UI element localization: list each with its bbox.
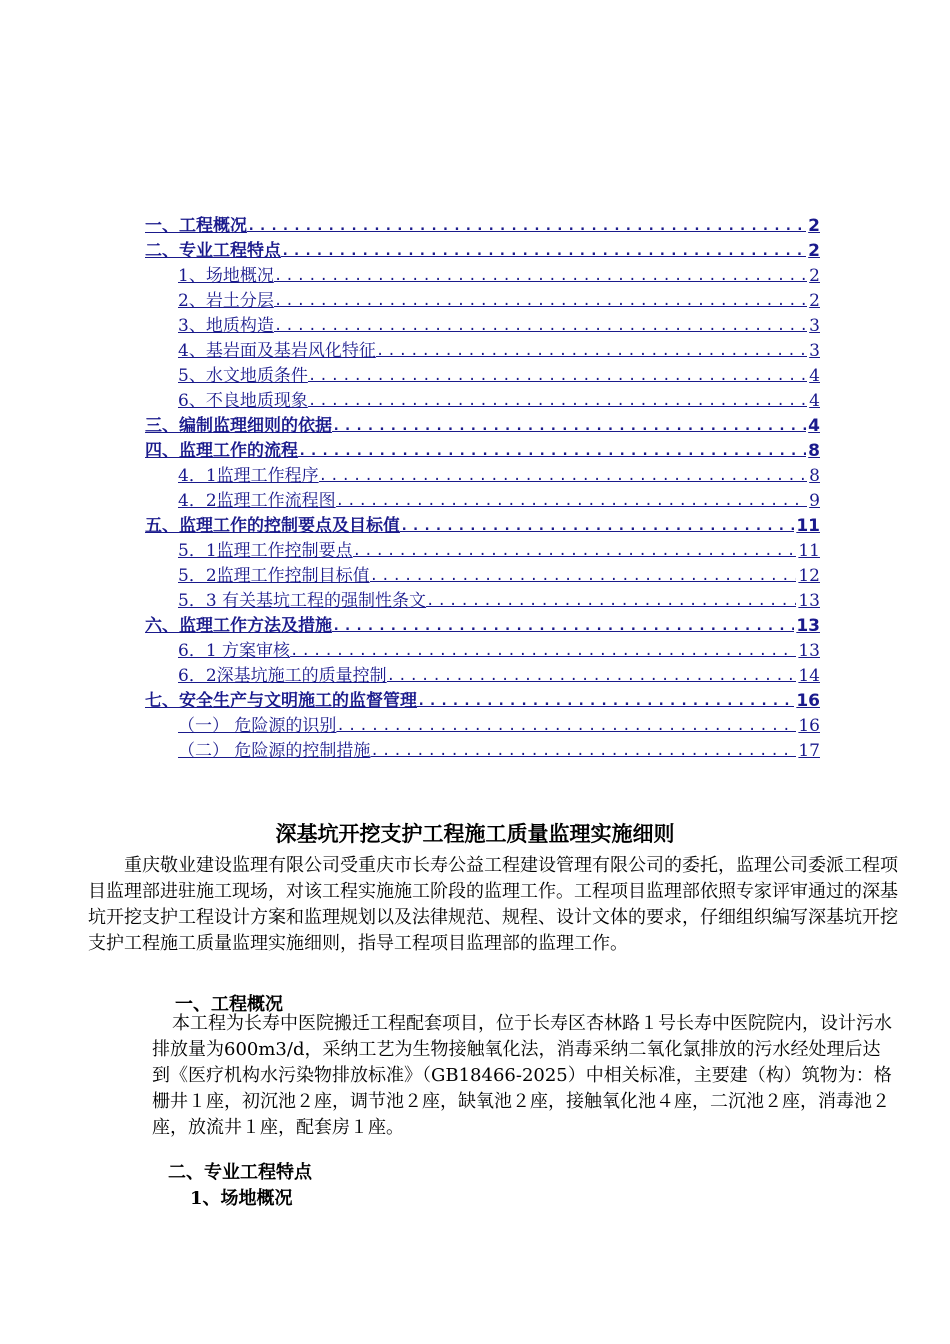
toc-entry[interactable] xyxy=(145,386,820,411)
toc-entry-label: （一） 危险源的识别 xyxy=(178,716,337,736)
toc-entry-label: 4．1监理工作程序 xyxy=(178,466,319,486)
toc-entry[interactable] xyxy=(145,411,820,436)
toc-entry-page: 8 xyxy=(809,466,820,486)
toc-entry-page: 3 xyxy=(809,316,820,336)
table-of-contents xyxy=(145,211,820,761)
toc-dot-leader xyxy=(298,441,806,461)
toc-dot-leader xyxy=(376,341,807,361)
toc-entry-label: 四、监理工作的流程 xyxy=(145,441,298,461)
toc-dot-leader xyxy=(426,591,796,611)
toc-entry-page: 13 xyxy=(798,641,820,661)
toc-dot-leader xyxy=(400,516,794,536)
toc-entry-page: 13 xyxy=(796,616,820,636)
toc-dot-leader xyxy=(336,716,796,736)
toc-entry[interactable] xyxy=(145,536,820,561)
toc-entry-label: 6．2深基坑施工的质量控制 xyxy=(178,666,387,686)
toc-entry-page: 11 xyxy=(798,541,820,561)
toc-entry[interactable] xyxy=(145,511,820,536)
toc-entry[interactable] xyxy=(145,711,820,736)
toc-entry-label: 5．2监理工作控制目标值 xyxy=(178,566,370,586)
toc-entry-label: 4、基岩面及基岩风化特征 xyxy=(178,341,376,361)
toc-dot-leader xyxy=(247,216,806,236)
toc-entry-page: 9 xyxy=(809,491,820,511)
toc-entry[interactable] xyxy=(145,686,820,711)
toc-entry-label: 三、编制监理细则的依据 xyxy=(145,416,332,436)
toc-entry[interactable] xyxy=(145,261,820,286)
toc-entry-label: 4．2监理工作流程图 xyxy=(178,491,336,511)
section-heading-features: 二、专业工程特点 xyxy=(168,1162,312,1183)
toc-entry[interactable] xyxy=(145,586,820,611)
toc-entry[interactable] xyxy=(145,561,820,586)
toc-dot-leader xyxy=(370,566,797,586)
toc-entry[interactable] xyxy=(145,311,820,336)
toc-dot-leader xyxy=(332,616,794,636)
toc-entry-page: 13 xyxy=(798,591,820,611)
subsection-heading-site: 1、场地概况 xyxy=(190,1188,293,1209)
intro-paragraph: 重庆敬业建设监理有限公司受重庆市长寿公益工程建设管理有限公司的委托，监理公司委派工程项目监理部进驻施工现场，对该工程实施施工阶段的监理工作。工程项目监理部依照专家评审通过的深基坑开挖支护工程设计方案和监理规划以及法律规范、规程、设计文体的要求，仔细组织编写深基坑开挖支护工程施工质量监理实施细则，指导工程项目监理部的监理工作。 xyxy=(88,855,898,954)
toc-entry[interactable] xyxy=(145,611,820,636)
toc-dot-leader xyxy=(281,241,806,261)
toc-entry-label: 6．1 方案审核 xyxy=(178,641,291,661)
toc-entry-label: 6、不良地质现象 xyxy=(178,391,308,411)
document-title: 深基坑开挖支护工程施工质量监理实施细则 xyxy=(275,822,675,846)
toc-entry-label: 5．3 有关基坑工程的强制性条文 xyxy=(178,591,427,611)
toc-entry-label: 一、工程概况 xyxy=(145,216,247,236)
toc-dot-leader xyxy=(370,741,796,761)
toc-entry[interactable] xyxy=(145,436,820,461)
toc-entry-page: 2 xyxy=(808,216,820,236)
toc-entry-page: 2 xyxy=(809,266,820,286)
toc-entry-page: 8 xyxy=(808,441,820,461)
toc-entry-label: 2、岩土分层 xyxy=(178,291,274,311)
toc-entry-page: 16 xyxy=(796,691,820,711)
toc-dot-leader xyxy=(308,391,807,411)
toc-dot-leader xyxy=(387,666,797,686)
toc-entry[interactable] xyxy=(145,486,820,511)
toc-entry-page: 4 xyxy=(808,416,820,436)
toc-entry-label: 5、水文地质条件 xyxy=(178,366,308,386)
toc-dot-leader xyxy=(353,541,797,561)
toc-entry[interactable] xyxy=(145,211,820,236)
overview-paragraph: 本工程为长寿中医院搬迁工程配套项目，位于长寿区杏林路１号长寿中医院院内，设计污水排放量为600m3/d，采纳工艺为生物接触氧化法，消毒采纳二氧化氯排放的污水经处理后达到《医疗机构水污染物排放标准》（GB18466-2025）中相关标准，主要建（构）筑物为：格栅井１座，初沉池２座，调节池２座，缺氧池２座，接触氧化池４座，二沉池２座，消毒池２座，放流井１座，配套房１座。 xyxy=(152,1013,892,1138)
toc-entry-label: 七、安全生产与文明施工的监督管理 xyxy=(145,691,417,711)
toc-entry-label: 3、地质构造 xyxy=(178,316,274,336)
toc-dot-leader xyxy=(290,641,796,661)
toc-entry-page: 4 xyxy=(809,391,820,411)
toc-dot-leader xyxy=(332,416,806,436)
toc-entry-page: 2 xyxy=(808,241,820,261)
toc-entry-page: 4 xyxy=(809,366,820,386)
toc-dot-leader xyxy=(417,691,794,711)
toc-entry[interactable] xyxy=(145,636,820,661)
toc-dot-leader xyxy=(274,291,807,311)
toc-entry-label: 五、监理工作的控制要点及目标值 xyxy=(145,516,400,536)
toc-dot-leader xyxy=(319,466,808,486)
toc-entry[interactable] xyxy=(145,661,820,686)
toc-entry[interactable] xyxy=(145,736,820,761)
toc-entry[interactable] xyxy=(145,236,820,261)
toc-dot-leader xyxy=(336,491,808,511)
toc-entry-label: 5．1监理工作控制要点 xyxy=(178,541,353,561)
toc-entry-page: 2 xyxy=(809,291,820,311)
toc-entry[interactable] xyxy=(145,336,820,361)
toc-entry-label: 1、场地概况 xyxy=(178,266,274,286)
toc-dot-leader xyxy=(274,266,807,286)
toc-entry[interactable] xyxy=(145,286,820,311)
toc-entry-page: 12 xyxy=(798,566,820,586)
toc-entry-page: 14 xyxy=(798,666,820,686)
toc-entry-page: 17 xyxy=(798,741,820,761)
toc-entry-page: 3 xyxy=(809,341,820,361)
toc-entry-label: 二、专业工程特点 xyxy=(145,241,281,261)
section-heading-overview: 一、工程概况 xyxy=(175,994,283,1015)
toc-entry-label: （二） 危险源的控制措施 xyxy=(178,741,371,761)
toc-entry-page: 16 xyxy=(798,716,820,736)
toc-dot-leader xyxy=(274,316,807,336)
toc-entry-page: 11 xyxy=(796,516,820,536)
toc-dot-leader xyxy=(308,366,807,386)
toc-entry[interactable] xyxy=(145,361,820,386)
toc-entry[interactable] xyxy=(145,461,820,486)
toc-entry-label: 六、监理工作方法及措施 xyxy=(145,616,332,636)
